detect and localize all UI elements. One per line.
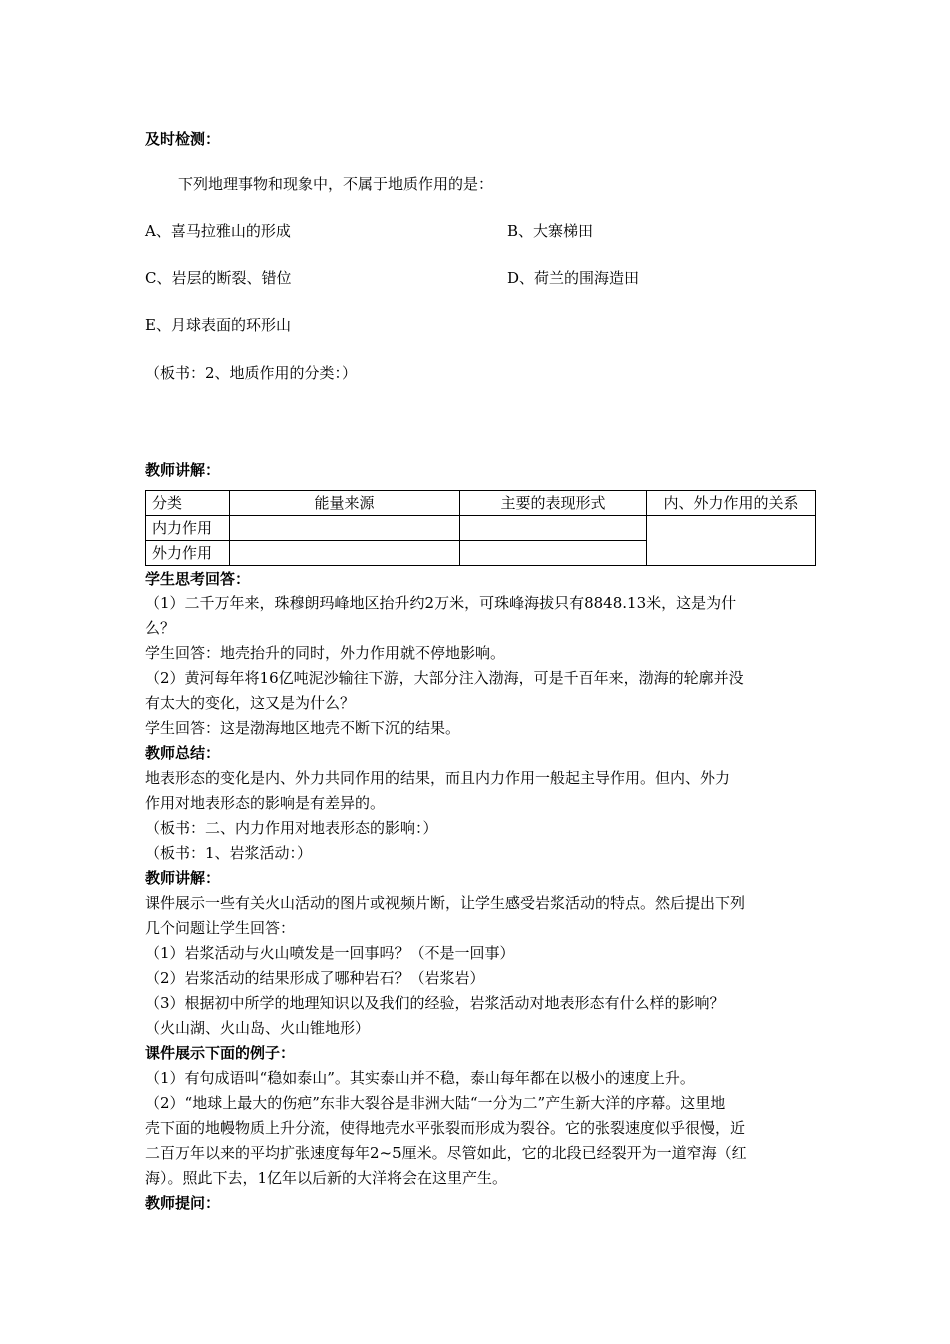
text-line: （1）二千万年来，珠穆朗玛峰地区抬升约2万米，可珠峰海拔只有8848.13米，这是为什 (145, 594, 737, 612)
table-cell (230, 516, 460, 541)
option-row-2 (145, 267, 815, 289)
text-line: 二百万年以来的平均扩张速度每年2~5厘米。尽管如此，它的北段已经裂开为一道窄海（红 (145, 1144, 747, 1162)
option-row-1 (145, 220, 815, 242)
text-line: （1）有句成语叫“稳如泰山”。其实泰山并不稳，泰山每年都在以极小的速度上升。 (145, 1069, 695, 1087)
section-heading-teacher-explain: 教师讲解： (145, 461, 221, 479)
text-line: 壳下面的地幔物质上升分流，使得地壳水平张裂而形成为裂谷。它的张裂速度似乎很慢，近 (145, 1119, 746, 1137)
section-heading-courseware-examples: 课件展示下面的例子： (145, 1044, 296, 1062)
text-line: （板书：1、岩浆活动：） (145, 844, 313, 862)
text-line: 学生回答：这是渤海地区地壳不断下沉的结果。 (145, 719, 461, 737)
option-b: B、大寨梯田 (507, 222, 594, 240)
board-note: （板书：2、地质作用的分类：） (145, 364, 358, 382)
option-c: C、岩层的断裂、错位 (145, 269, 292, 287)
text-line: 有太大的变化，这又是为什么？ (145, 694, 356, 712)
table-row (146, 516, 816, 541)
section-heading-teacher-explain-2: 教师讲解： (145, 869, 221, 887)
text-line: 么？ (145, 619, 176, 637)
text-line: （板书：二、内力作用对地表形态的影响：） (145, 819, 438, 837)
table-header: 主要的表现形式 (460, 491, 647, 516)
classification-table (145, 490, 816, 566)
table-cell (460, 541, 647, 566)
text-line: （1）岩浆活动与火山喷发是一回事吗？（不是一回事） (145, 944, 515, 962)
table-header: 内、外力作用的关系 (647, 491, 816, 516)
text-line: 海）。照此下去，1亿年以后新的大洋将会在这里产生。 (145, 1169, 508, 1187)
text-line: 地表形态的变化是内、外力共同作用的结果，而且内力作用一般起主导作用。但内、外力 (145, 769, 731, 787)
text-line: 课件展示一些有关火山活动的图片或视频片断，让学生感受岩浆活动的特点。然后提出下列 (145, 894, 746, 912)
table-header: 能量来源 (230, 491, 460, 516)
question-text: 下列地理事物和现象中，不属于地质作用的是： (178, 175, 494, 193)
text-line: （火山湖、火山岛、火山锥地形） (145, 1019, 371, 1037)
section-heading-teacher-summary: 教师总结： (145, 744, 221, 762)
text-line: （2）黄河每年将16亿吨泥沙输往下游，大部分注入渤海，可是千百年来，渤海的轮廓并没 (145, 669, 744, 687)
option-row-3 (145, 314, 291, 336)
option-e: E、月球表面的环形山 (145, 316, 291, 334)
text-line: （3）根据初中所学的地理知识以及我们的经验，岩浆活动对地表形态有什么样的影响？ (145, 994, 725, 1012)
text-line: 几个问题让学生回答： (145, 919, 296, 937)
option-d: D、荷兰的围海造田 (507, 269, 640, 287)
section-heading-quick-test: 及时检测： (145, 130, 221, 148)
text-line: 学生回答：地壳抬升的同时，外力作用就不停地影响。 (145, 644, 506, 662)
table-cell (230, 541, 460, 566)
table-header-row (146, 491, 816, 516)
table-header: 分类 (146, 491, 230, 516)
section-heading-student-answer: 学生思考回答： (145, 570, 251, 588)
table-cell (460, 516, 647, 541)
section-heading-teacher-question: 教师提问： (145, 1194, 221, 1212)
text-line: （2）岩浆活动的结果形成了哪种岩石？（岩浆岩） (145, 969, 485, 987)
option-a: A、喜马拉雅山的形成 (145, 222, 291, 240)
table-cell (647, 516, 816, 566)
row-label: 内力作用 (146, 516, 230, 541)
text-line: 作用对地表形态的影响是有差异的。 (145, 794, 386, 812)
row-label: 外力作用 (146, 541, 230, 566)
text-line: （2）“地球上最大的伤疤”东非大裂谷是非洲大陆“一分为二”产生新大洋的序幕。这里地 (145, 1094, 726, 1112)
